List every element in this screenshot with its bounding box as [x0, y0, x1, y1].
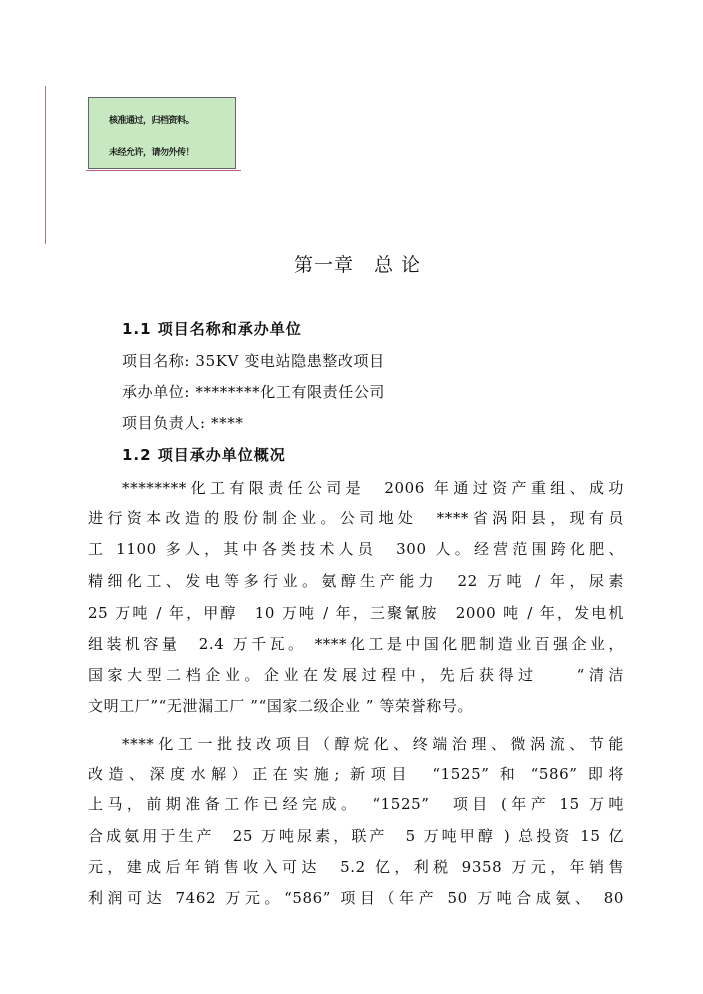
section-heading-1-1: 1.1 项目名称和承办单位: [122, 320, 302, 338]
paragraph-line: ****化工一批技改项目（醇烷化、终端治理、微涡流、节能: [122, 735, 624, 753]
paragraph-line: 进行资本改造的股份制企业。公司地处 ****省涡阳县，现有员: [88, 509, 624, 527]
paragraph-line: 上马，前期准备工作已经完成。 “1525” 项目 (年产 15 万吨: [88, 795, 624, 813]
stamp-line-confidential: 未经允许，请勿外传！: [109, 148, 195, 158]
stamp-line-approved: 核准通过，归档资料。: [109, 116, 195, 126]
project-leader-line: 项目负责人: ****: [122, 414, 244, 432]
paragraph-line: 合成氨用于生产 25 万吨尿素，联产 5 万吨甲醇 ) 总投资 15 亿: [88, 827, 624, 845]
paragraph-line: 国家大型二档企业。企业在发展过程中，先后获得过 “清洁: [88, 666, 624, 684]
section-heading-1-2: 1.2 项目承办单位概况: [122, 446, 286, 464]
paragraph-line: 工 1100 多人，其中各类技术人员 300 人。经营范围跨化肥、: [88, 540, 624, 558]
paragraph-line: ********化工有限责任公司是 2006 年通过资产重组、成功: [122, 479, 624, 497]
approval-stamp: [88, 97, 236, 169]
paragraph-line: 组装机容量 2.4 万千瓦。 ****化工是中国化肥制造业百强企业，: [88, 635, 624, 653]
paragraph-line: 改造、深度水解）正在实施; 新项目 “1525” 和 “586” 即将: [88, 765, 624, 783]
project-name-line: 项目名称: 35KV 变电站隐患整改项目: [122, 352, 385, 370]
paragraph-line: 25 万吨 / 年，甲醇 10 万吨 / 年，三聚氰胺 2000 吨 / 年，发电机: [88, 604, 624, 622]
paragraph-line: 元，建成后年销售收入可达 5.2 亿，利税 9358 万元，年销售: [88, 858, 624, 876]
stamp-underline: [86, 170, 241, 171]
paragraph-line: 利润可达 7462 万元。“586” 项目（年产 50 万吨合成氨、 80: [88, 889, 624, 907]
paragraph-line: 文明工厂”“无泄漏工厂 ”“国家二级企业 ” 等荣誉称号。: [88, 697, 474, 715]
chapter-title: 第一章 总 论: [293, 254, 422, 276]
paragraph-line: 精细化工、发电等多行业。氨醇生产能力 22 万吨 / 年，尿素: [88, 572, 624, 590]
undertaker-line: 承办单位: ********化工有限责任公司: [122, 383, 386, 401]
margin-line: [45, 86, 46, 244]
